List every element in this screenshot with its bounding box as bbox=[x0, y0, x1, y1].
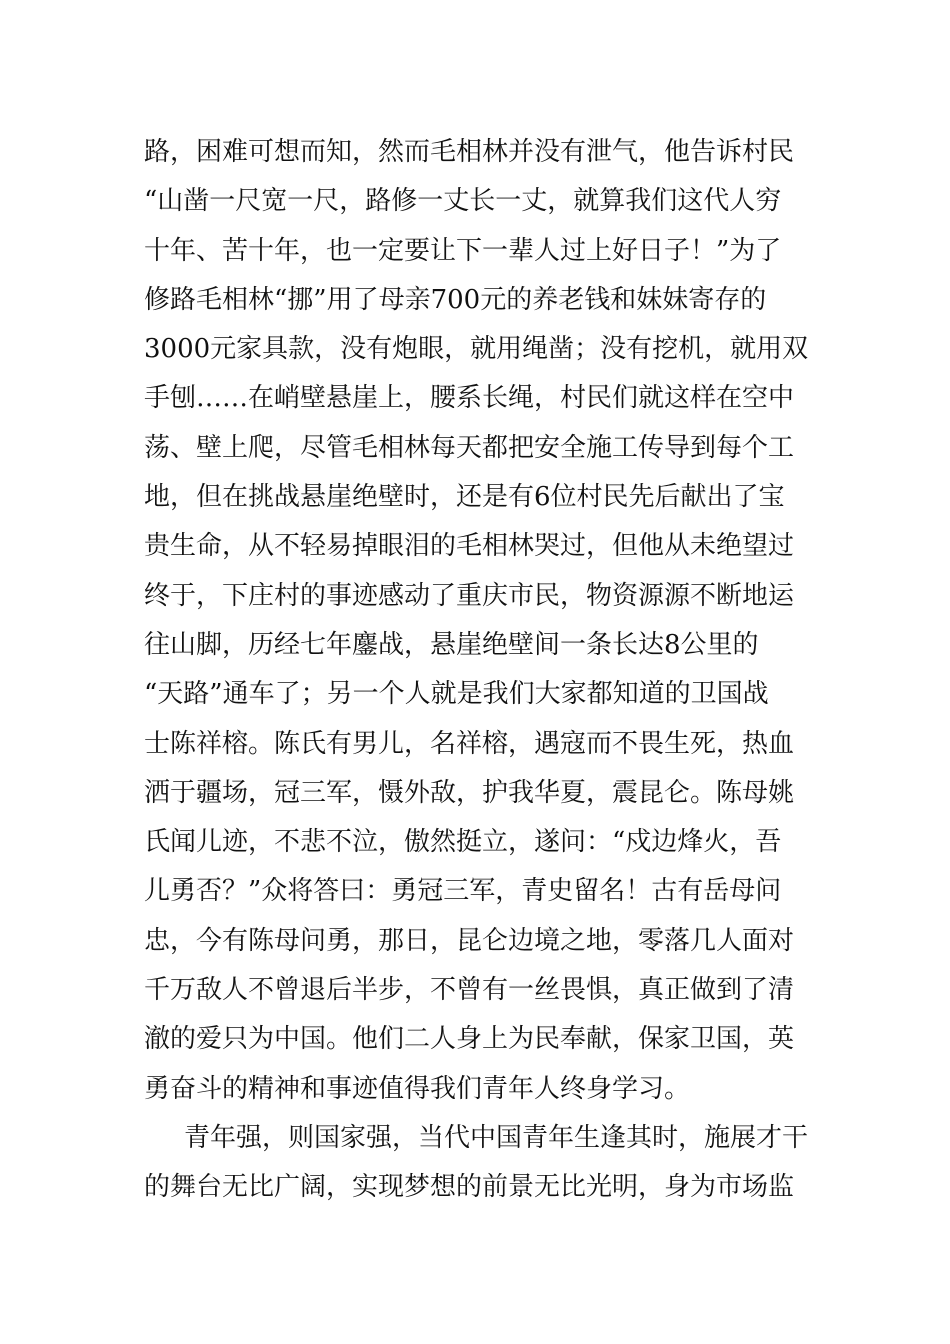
text-line: 3000元家具款，没有炮眼，就用绳凿；没有挖机，就用双 bbox=[144, 334, 809, 365]
text-line: 澈的爱只为中国。他们二人身上为民奉献，保家卫国，英 bbox=[144, 1024, 795, 1055]
text-line: 路，困难可想而知，然而毛相林并没有泄气，他告诉村民 bbox=[144, 137, 795, 167]
text-line: 荡、壁上爬，尽管毛相林每天都把安全施工传导到每个工 bbox=[144, 432, 795, 463]
text-line: 终于，下庄村的事迹感动了重庆市民，物资源源不断地运 bbox=[144, 580, 795, 611]
text-line: 勇奋斗的精神和事迹值得我们青年人终身学习。 bbox=[144, 1073, 691, 1104]
text-line: 忠，今有陈母问勇，那日，昆仑边境之地，零落几人面对 bbox=[144, 925, 795, 956]
text-line: 氏闻儿迹，不悲不泣，傲然挺立，遂问：“戍边烽火，吾 bbox=[144, 827, 782, 858]
text-line: 儿勇否？”众将答曰：勇冠三军，青史留名！古有岳母问 bbox=[144, 876, 782, 907]
text-line: 士陈祥榕。陈氏有男儿，名祥榕，遇寇而不畏生死，热血 bbox=[144, 728, 795, 759]
text-line: 的舞台无比广阔，实现梦想的前景无比光明，身为市场监 bbox=[144, 1172, 795, 1203]
text-line: 地，但在挑战悬崖绝壁时，还是有6位村民先后献出了宝 bbox=[144, 482, 785, 513]
text-line: 修路毛相林“挪”用了母亲700元的养老钱和妹妹寄存的 bbox=[144, 284, 767, 315]
text-line: “山凿一尺宽一尺，路修一丈长一丈，就算我们这代人穷 bbox=[144, 186, 782, 217]
text-line: 千万敌人不曾退后半步，不曾有一丝畏惧，真正做到了清 bbox=[144, 975, 795, 1006]
text-line: “天路”通车了；另一个人就是我们大家都知道的卫国战 bbox=[144, 679, 769, 710]
text-line: 青年强，则国家强，当代中国青年生逢其时，施展才干 bbox=[184, 1122, 809, 1153]
text-line: 往山脚，历经七年鏖战，悬崖绝壁间一条长达8公里的 bbox=[144, 629, 759, 660]
text-line: 洒于疆场，冠三军，慑外敌，护我华夏，震昆仑。陈母姚 bbox=[144, 777, 795, 808]
body-text bbox=[144, 128, 814, 1213]
paragraph-2 bbox=[144, 1114, 814, 1213]
text-line: 十年、苦十年，也一定要让下一辈人过上好日子！”为了 bbox=[144, 235, 782, 266]
paragraph-1 bbox=[144, 128, 814, 1114]
text-line: 贵生命，从不轻易掉眼泪的毛相林哭过，但他从未绝望过 bbox=[144, 531, 795, 562]
text-line: 手刨……在峭壁悬崖上，腰系长绳，村民们就这样在空中 bbox=[144, 383, 795, 414]
